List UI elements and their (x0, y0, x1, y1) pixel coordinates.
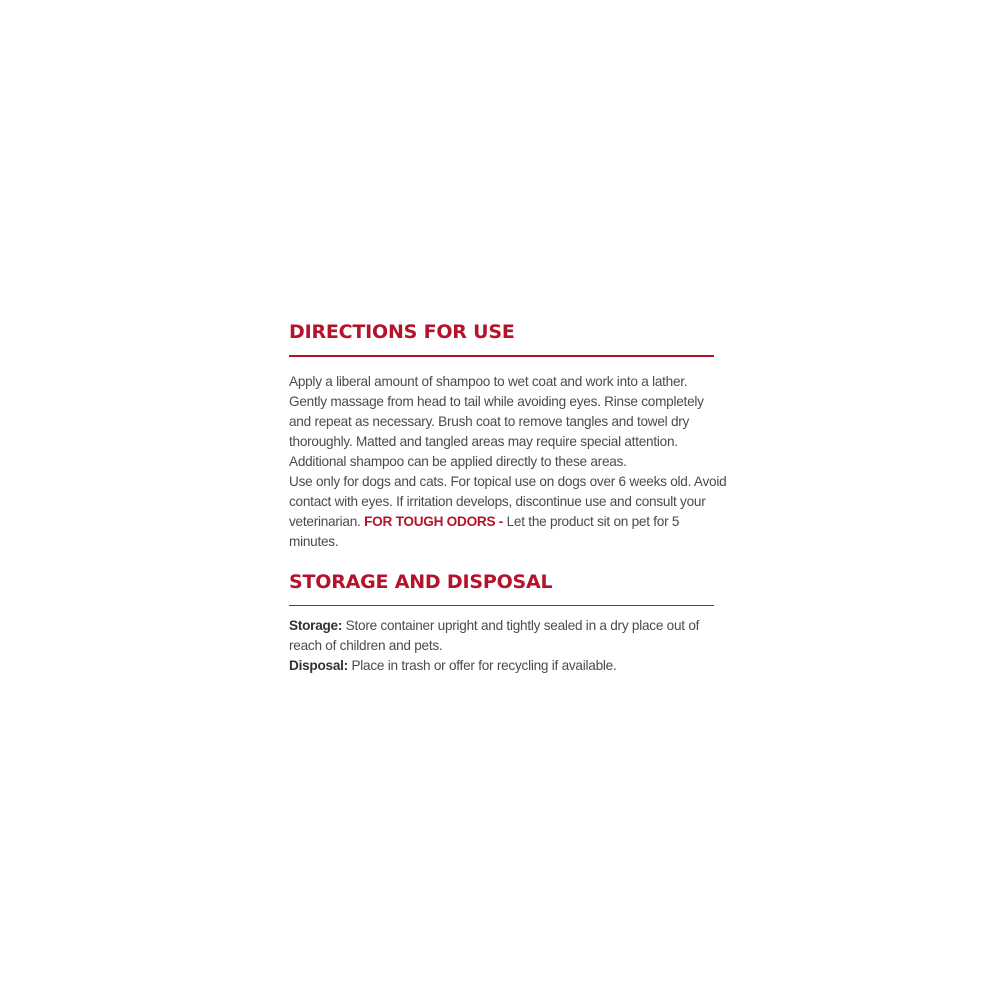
disposal-text: Place in trash or offer for recycling if available. (347, 658, 617, 673)
disposal-line (289, 656, 714, 676)
product-instructions-panel (289, 318, 727, 676)
directions-line-with-emphasis (289, 512, 714, 532)
storage-body (289, 616, 714, 676)
directions-text: Let the product sit on pet for 5 (503, 513, 680, 529)
directions-body (289, 372, 727, 552)
directions-line: contact with eyes. If irritation develops, discontinue use and consult your (289, 493, 706, 509)
directions-line: Apply a liberal amount of shampoo to wet coat and work into a lather. (289, 373, 688, 389)
directions-line: minutes. (289, 533, 339, 549)
storage-line (289, 616, 714, 636)
directions-line: Gently massage from head to tail while avoiding eyes. Rinse completely (289, 393, 704, 409)
disposal-label: Disposal: (289, 658, 348, 673)
directions-line: thoroughly. Matted and tangled areas may require special attention. (289, 433, 678, 449)
storage-divider (289, 605, 714, 607)
directions-divider (289, 355, 714, 357)
tough-odors-emphasis: FOR TOUGH ODORS - (364, 513, 504, 529)
directions-heading: DIRECTIONS FOR USE (289, 321, 515, 343)
directions-line: Additional shampoo can be applied directly to these areas. (289, 453, 627, 469)
storage-heading: STORAGE AND DISPOSAL (289, 570, 553, 593)
storage-line: reach of children and pets. (289, 638, 443, 653)
storage-text: Store container upright and tightly sealed in a dry place out of (342, 618, 700, 633)
storage-label: Storage: (289, 618, 343, 633)
directions-text: veterinarian. (289, 513, 365, 529)
directions-line: Use only for dogs and cats. For topical use on dogs over 6 weeks old. Avoid (289, 473, 727, 489)
directions-line: and repeat as necessary. Brush coat to remove tangles and towel dry (289, 413, 690, 429)
